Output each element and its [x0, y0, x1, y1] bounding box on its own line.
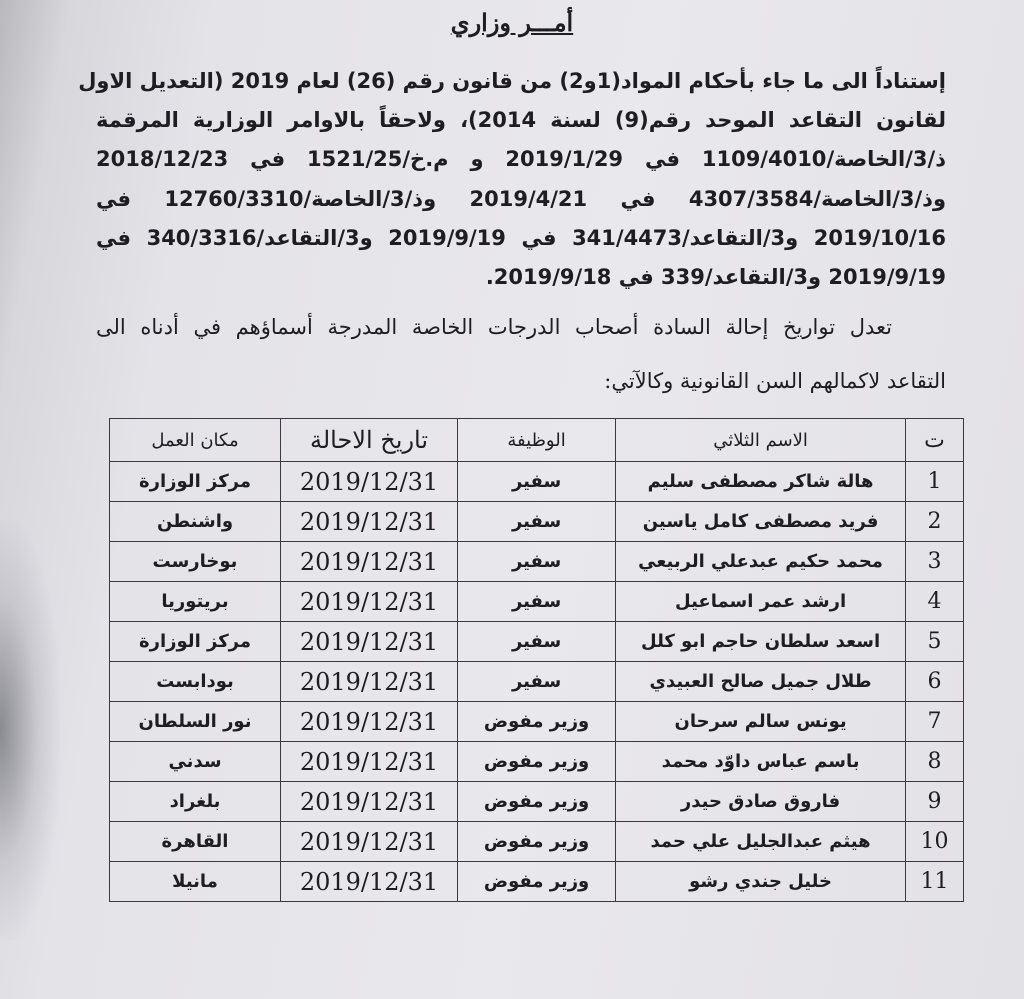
row-job: وزير مفوض [458, 782, 616, 822]
row-workplace: القاهرة [110, 822, 281, 862]
table-row [110, 662, 964, 702]
row-job: سفير [458, 462, 616, 502]
row-workplace: سدني [110, 742, 281, 782]
document-title: أمـــر وزاري [450, 8, 574, 37]
row-number: 2 [906, 502, 964, 542]
intro-line: تعدل تواريخ إحالة السادة أصحاب الدرجات الخاصة المدرجة أسماؤهم في أدناه الى [96, 315, 892, 339]
paragraph-line: ذ/3/الخاصة/1109/4010 في 2019/1/29 و م.خ/1521/25 في 2018/12/23 [96, 147, 946, 172]
row-name: خليل جندي رشو [616, 862, 906, 902]
row-workplace: بودابست [110, 662, 281, 702]
intro-text [96, 300, 946, 408]
row-number: 11 [906, 862, 964, 902]
header-date: تاريخ الاحالة [281, 419, 458, 462]
legal-basis-paragraph [78, 62, 947, 297]
row-retirement-date: 2019/12/31 [281, 462, 458, 502]
row-number: 1 [906, 462, 964, 502]
row-number: 3 [906, 542, 964, 582]
table-body [110, 462, 964, 902]
table-row [110, 462, 964, 502]
table-row [110, 502, 964, 542]
header-place: مكان العمل [110, 419, 281, 462]
table-row [110, 622, 964, 662]
row-job: وزير مفوض [458, 822, 616, 862]
row-retirement-date: 2019/12/31 [281, 542, 458, 582]
row-number: 8 [906, 742, 964, 782]
paragraph-line: 2019/10/16 و3/التقاعد/341/4473 في 2019/9/19 و3/التقاعد/340/3316 في [96, 225, 946, 250]
table-row [110, 742, 964, 782]
retirees-table [109, 418, 964, 902]
row-workplace: مانيلا [110, 862, 281, 902]
paragraph-line: إستناداً الى ما جاء بأحكام المواد(1و2) من قانون رقم (26) لعام 2019 (التعديل الاول [78, 69, 946, 93]
row-name: هالة شاكر مصطفى سليم [616, 462, 906, 502]
row-job: سفير [458, 622, 616, 662]
row-workplace: مركز الوزارة [110, 622, 281, 662]
row-name: باسم عباس داوّد محمد [616, 742, 906, 782]
row-name: فاروق صادق حيدر [616, 782, 906, 822]
row-name: ارشد عمر اسماعيل [616, 582, 906, 622]
table-header-row [110, 419, 964, 462]
row-retirement-date: 2019/12/31 [281, 702, 458, 742]
row-name: اسعد سلطان حاجم ابو كلل [616, 622, 906, 662]
paragraph-line: 2019/9/19 و3/التقاعد/339 في 2019/9/18. [485, 265, 946, 290]
intro-line: التقاعد لاكمالهم السن القانونية وكالآتي: [604, 369, 946, 393]
table-row [110, 582, 964, 622]
row-retirement-date: 2019/12/31 [281, 582, 458, 622]
paragraph-line: لقانون التقاعد الموحد رقم(9) لسنة 2014)، ولاحقاً بالاوامر الوزارية المرقمة [96, 108, 946, 133]
row-job: وزير مفوض [458, 702, 616, 742]
header-name: الاسم الثلاثي [616, 419, 906, 462]
row-retirement-date: 2019/12/31 [281, 742, 458, 782]
table-row [110, 702, 964, 742]
row-retirement-date: 2019/12/31 [281, 822, 458, 862]
row-job: سفير [458, 582, 616, 622]
table-row [110, 822, 964, 862]
row-retirement-date: 2019/12/31 [281, 622, 458, 662]
table-row [110, 542, 964, 582]
row-name: فريد مصطفى كامل ياسين [616, 502, 906, 542]
row-retirement-date: 2019/12/31 [281, 782, 458, 822]
row-name: هيثم عبدالجليل علي حمد [616, 822, 906, 862]
row-job: سفير [458, 542, 616, 582]
row-name: محمد حكيم عبدعلي الربيعي [616, 542, 906, 582]
row-workplace: واشنطن [110, 502, 281, 542]
row-retirement-date: 2019/12/31 [281, 502, 458, 542]
row-workplace: بلغراد [110, 782, 281, 822]
row-number: 5 [906, 622, 964, 662]
page-shadow [0, 520, 60, 940]
row-name: طلال جميل صالح العبيدي [616, 662, 906, 702]
row-name: يونس سالم سرحان [616, 702, 906, 742]
table-row [110, 782, 964, 822]
row-number: 9 [906, 782, 964, 822]
header-no: ت [906, 419, 964, 462]
row-number: 6 [906, 662, 964, 702]
row-retirement-date: 2019/12/31 [281, 862, 458, 902]
header-job: الوظيفة [458, 419, 616, 462]
row-number: 10 [906, 822, 964, 862]
paragraph-line: وذ/3/الخاصة/4307/3584 في 2019/4/21 وذ/3/الخاصة/12760/3310 في [96, 186, 947, 211]
row-number: 7 [906, 702, 964, 742]
row-retirement-date: 2019/12/31 [281, 662, 458, 702]
row-workplace: نور السلطان [110, 702, 281, 742]
row-job: سفير [458, 502, 616, 542]
row-job: وزير مفوض [458, 862, 616, 902]
row-workplace: مركز الوزارة [110, 462, 281, 502]
row-number: 4 [906, 582, 964, 622]
row-workplace: بريتوريا [110, 582, 281, 622]
row-job: وزير مفوض [458, 742, 616, 782]
table-row [110, 862, 964, 902]
row-job: سفير [458, 662, 616, 702]
row-workplace: بوخارست [110, 542, 281, 582]
